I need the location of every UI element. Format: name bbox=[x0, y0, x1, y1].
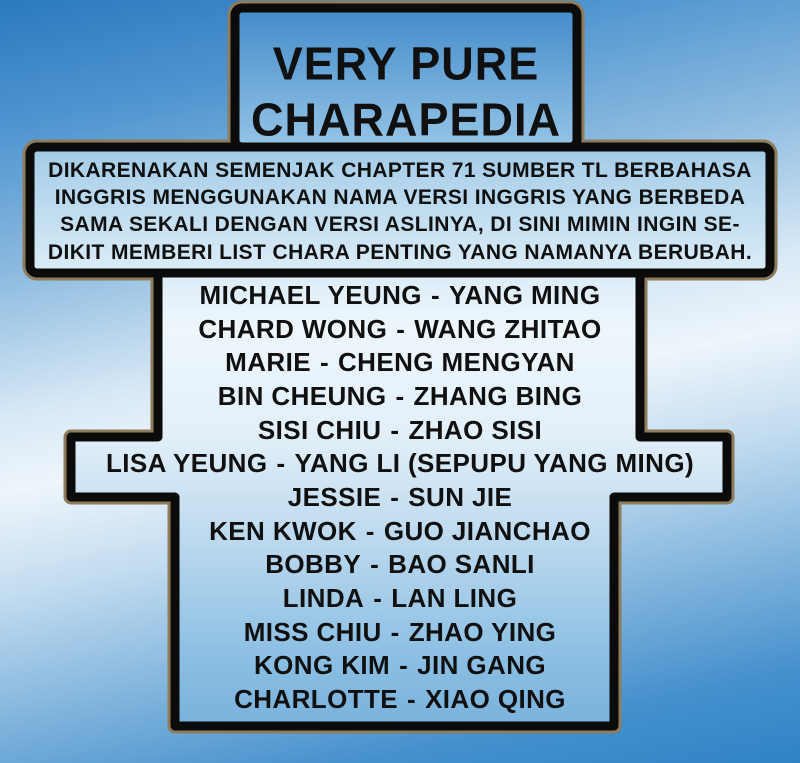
page-title bbox=[237, 36, 575, 148]
page-title-line-2: CHARAPEDIA bbox=[250, 93, 561, 147]
original-name: LAN LING bbox=[391, 582, 518, 613]
name-separator: - bbox=[365, 515, 375, 546]
character-row bbox=[50, 649, 750, 683]
character-row bbox=[50, 548, 750, 582]
name-separator: - bbox=[390, 414, 400, 445]
character-row bbox=[50, 683, 750, 717]
character-row bbox=[50, 447, 750, 481]
english-name: LINDA bbox=[282, 582, 365, 613]
original-name: ZHAO SISI bbox=[408, 414, 543, 445]
notice-line: DIKARENAKAN SEMENJAK CHAPTER 71 SUMBER TL BERBAHASA bbox=[48, 159, 752, 182]
original-name: CHENG MENGYAN bbox=[338, 347, 575, 378]
original-name: ZHANG BING bbox=[413, 380, 583, 411]
english-name: CHARD WONG bbox=[198, 313, 388, 344]
notice-line: DIKIT MEMBERI LIST CHARA PENTING YANG NAMANYA BERUBAH. bbox=[47, 240, 753, 264]
original-name: ZHAO YING bbox=[408, 616, 557, 647]
name-separator: - bbox=[319, 347, 329, 378]
original-name: GUO JIANCHAO bbox=[383, 515, 591, 546]
english-name: CHARLOTTE bbox=[234, 683, 398, 714]
english-name: JESSIE bbox=[287, 481, 382, 512]
english-name: MICHAEL YEUNG bbox=[199, 280, 422, 310]
name-separator: - bbox=[390, 481, 400, 512]
character-row bbox=[50, 481, 750, 515]
name-separator: - bbox=[395, 380, 405, 411]
page-title-line-1: VERY PURE bbox=[272, 36, 540, 90]
name-separator: - bbox=[430, 280, 440, 310]
character-row bbox=[50, 414, 750, 448]
english-name: BIN CHEUNG bbox=[217, 380, 387, 411]
notice-text bbox=[40, 157, 760, 266]
character-row bbox=[50, 616, 750, 650]
original-name: BAO SANLI bbox=[388, 549, 535, 580]
original-name: XIAO QING bbox=[425, 683, 566, 714]
name-separator: - bbox=[370, 549, 380, 580]
character-row bbox=[50, 380, 750, 414]
character-row bbox=[50, 582, 750, 616]
english-name: KONG KIM bbox=[253, 650, 391, 681]
original-name: JIN GANG bbox=[417, 650, 547, 681]
name-separator: - bbox=[390, 616, 400, 647]
original-name: YANG LI (SEPUPU YANG MING) bbox=[294, 448, 695, 479]
notice-line: SAMA SEKALI DENGAN VERSI ASLINYA, DI SINI MIMIN INGIN SE- bbox=[60, 213, 740, 237]
english-name: BOBBY bbox=[265, 549, 362, 580]
original-name: YANG MING bbox=[449, 280, 601, 310]
english-name: LISA YEUNG bbox=[105, 448, 268, 479]
character-row bbox=[50, 346, 750, 380]
character-row bbox=[50, 279, 750, 313]
name-separator: - bbox=[373, 582, 383, 613]
english-name: MISS CHIU bbox=[243, 616, 382, 647]
notice-line: INGGRIS MENGGUNAKAN NAMA VERSI INGGRIS YANG BERBEDA bbox=[54, 186, 746, 210]
name-separator: - bbox=[407, 683, 417, 714]
original-name: SUN JIE bbox=[408, 481, 513, 512]
character-row bbox=[50, 515, 750, 549]
name-separator: - bbox=[396, 313, 406, 344]
original-name: WANG ZHITAO bbox=[414, 313, 602, 344]
english-name: SISI CHIU bbox=[257, 414, 382, 445]
name-separator: - bbox=[276, 448, 286, 479]
name-separator: - bbox=[399, 650, 409, 681]
english-name: KEN KWOK bbox=[209, 515, 357, 546]
character-list bbox=[50, 279, 750, 717]
english-name: MARIE bbox=[225, 347, 311, 378]
character-row bbox=[50, 313, 750, 347]
